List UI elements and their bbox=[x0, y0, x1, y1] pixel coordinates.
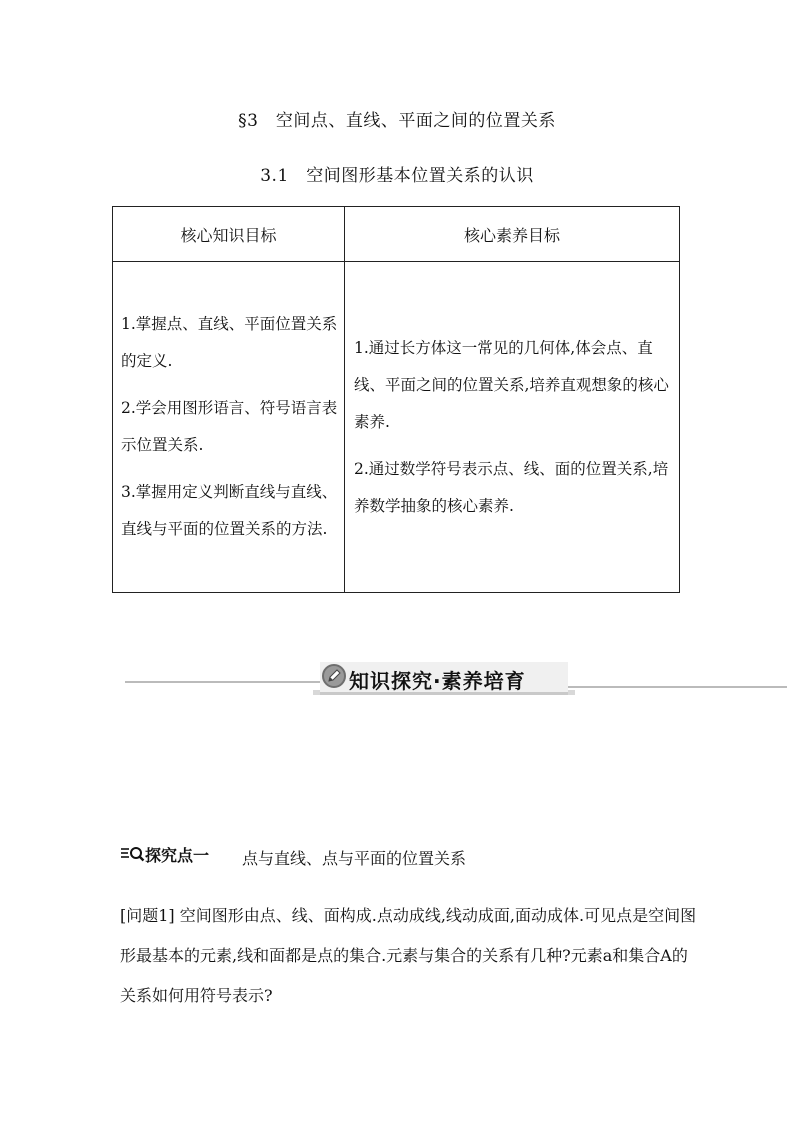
explore-point-label: 探究点一 bbox=[145, 846, 210, 865]
section-banner bbox=[125, 660, 787, 700]
banner-rule-left bbox=[125, 681, 325, 683]
banner-title: 知识探究·素养培育 bbox=[349, 669, 526, 693]
knowledge-goal-item: 3.掌握用定义判断直线与直线、直线与平面的位置关系的方法. bbox=[121, 483, 338, 538]
header-literacy-goals: 核心素养目标 bbox=[345, 207, 680, 262]
knowledge-goal-item: 1.掌握点、直线、平面位置关系的定义. bbox=[121, 315, 338, 370]
subsection-title: 3.1 空间图形基本位置关系的认识 bbox=[260, 166, 534, 186]
knowledge-goal-item: 2.学会用图形语言、符号语言表示位置关系. bbox=[121, 399, 338, 454]
goals-table bbox=[112, 206, 680, 593]
literacy-goal-item: 2.通过数学符号表示点、线、面的位置关系,培养数学抽象的核心素养. bbox=[354, 459, 669, 515]
magnifier-icon bbox=[121, 846, 145, 862]
question-paragraph: [问题1] 空间图形由点、线、面构成.点动成线,线动成面,面动成体.可见点是空间图形最基本的元素,线和面都是点的集合.元素与集合的关系有几种?元素a和集合A的关系如何用符号表示? bbox=[120, 906, 697, 1005]
section-title: §3 空间点、直线、平面之间的位置关系 bbox=[238, 111, 556, 131]
knowledge-goals-cell bbox=[113, 262, 345, 593]
literacy-goals-cell bbox=[345, 262, 680, 593]
banner-rule-right bbox=[565, 686, 787, 688]
header-knowledge-goals: 核心知识目标 bbox=[113, 207, 345, 262]
table-header-row bbox=[113, 207, 680, 262]
pencil-badge-icon bbox=[322, 664, 346, 688]
literacy-goal-item: 1.通过长方体这一常见的几何体,体会点、直线、平面之间的位置关系,培养直观想象的核心素养. bbox=[354, 338, 669, 431]
explore-point-topic: 点与直线、点与平面的位置关系 bbox=[242, 849, 467, 868]
table-row bbox=[113, 262, 680, 593]
